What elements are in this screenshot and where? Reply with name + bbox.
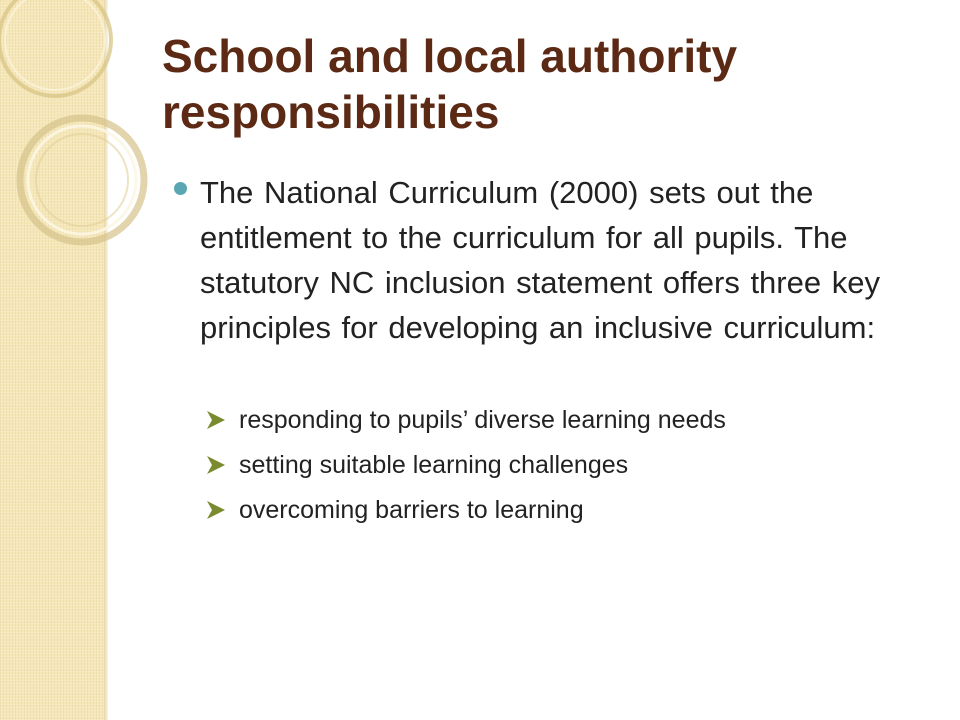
- sub-bullet-text: overcoming barriers to learning: [239, 496, 584, 524]
- slide-title: School and local authority responsibilities: [162, 30, 738, 138]
- arrow-bullet-icon: [205, 454, 227, 476]
- circle-bullet-icon: [174, 182, 187, 195]
- main-bullet-text: The National Curriculum (2000) sets out the entitlement to the curriculum for all pupils. The statutory NC inclusion statement offers three key principles for developing an inclusive curriculum:: [200, 175, 880, 345]
- sub-bullet-text: responding to pupils’ diverse learning needs: [239, 406, 726, 434]
- arrow-bullet-icon: [205, 499, 227, 521]
- list-item: [205, 402, 925, 438]
- list-item: [205, 492, 925, 528]
- sub-bullet-text: setting suitable learning challenges: [239, 451, 629, 479]
- list-item: [205, 447, 925, 483]
- arrow-bullet-icon: [205, 409, 227, 431]
